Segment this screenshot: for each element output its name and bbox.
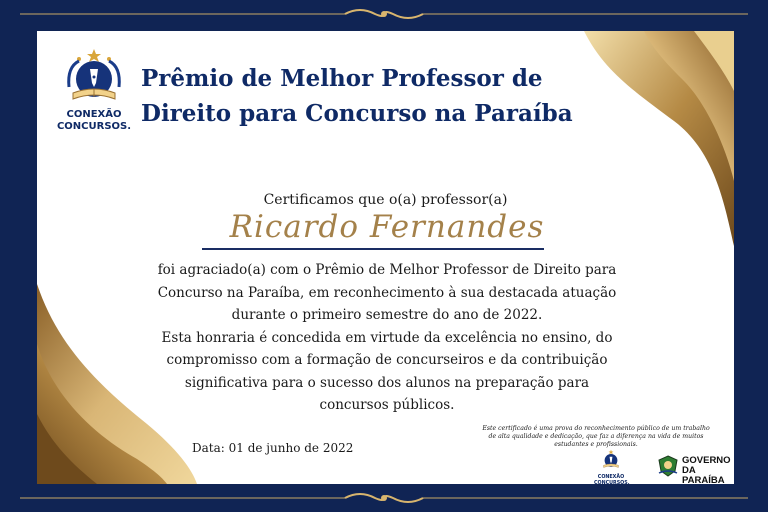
note-line-2: de alta qualidade e dedicação, que faz a diferença na vida de muitos: [488, 433, 704, 440]
recipient-name: Ricardo Fernandes: [229, 209, 545, 245]
body-line-6: significativa para o sucesso dos alunos na preparação para: [184, 374, 590, 391]
certificate-note: [462, 425, 730, 449]
certificate-title: [141, 61, 621, 131]
body-line-1: foi agraciado(a) com o Prêmio de Melhor Professor de Direito para: [157, 262, 617, 278]
book-pen-emblem-small-icon: [597, 449, 625, 471]
gov-line-1: GOVERNO: [682, 455, 731, 466]
conexao-concursos-small-logo: [594, 449, 628, 484]
conexao-concursos-logo: [55, 47, 133, 143]
paraiba-coat-of-arms-icon: [657, 455, 679, 477]
note-line-3: estudantes e profissionais.: [554, 441, 638, 448]
small-logo-line-1: CONEXÃO: [597, 475, 625, 480]
title-line-1: Prêmio de Melhor Professor de: [141, 65, 543, 92]
body-line-2: Concurso na Paraíba, em reconhecimento à sua destacada atuação: [157, 284, 617, 301]
body-line-3: durante o primeiro semestre do ano de 2022.: [231, 307, 543, 323]
note-line-1: Este certificado é uma prova do reconhecimento público de um trabalho: [482, 425, 710, 432]
bottom-ornament: [0, 484, 768, 512]
name-underline: [202, 248, 544, 250]
certificate-body: [97, 259, 677, 417]
governo-paraiba-logo: [657, 455, 731, 484]
intro-text: Certificamos que o(a) professor(a): [263, 192, 508, 208]
certificate-date: Data: 01 de junho de 2022: [192, 441, 354, 455]
small-logo-line-2: CONCURSOS.: [594, 480, 630, 484]
book-pen-emblem-icon: [59, 47, 129, 109]
body-line-5: compromisso com a formação de concurseiros e da contribuição: [166, 352, 608, 368]
logo-line-2: CONCURSOS.: [56, 121, 132, 132]
certificate-paper: [37, 31, 734, 484]
gov-line-2: DA PARAÍBA: [682, 465, 725, 484]
top-ornament: [0, 0, 768, 28]
body-line-4: Esta honraria é concedida em virtude da excelência no ensino, do: [161, 329, 613, 346]
title-line-2: Direito para Concurso na Paraíba: [141, 100, 573, 127]
logo-line-1: CONEXÃO: [66, 109, 122, 120]
body-line-7: concursos públicos.: [319, 397, 455, 413]
